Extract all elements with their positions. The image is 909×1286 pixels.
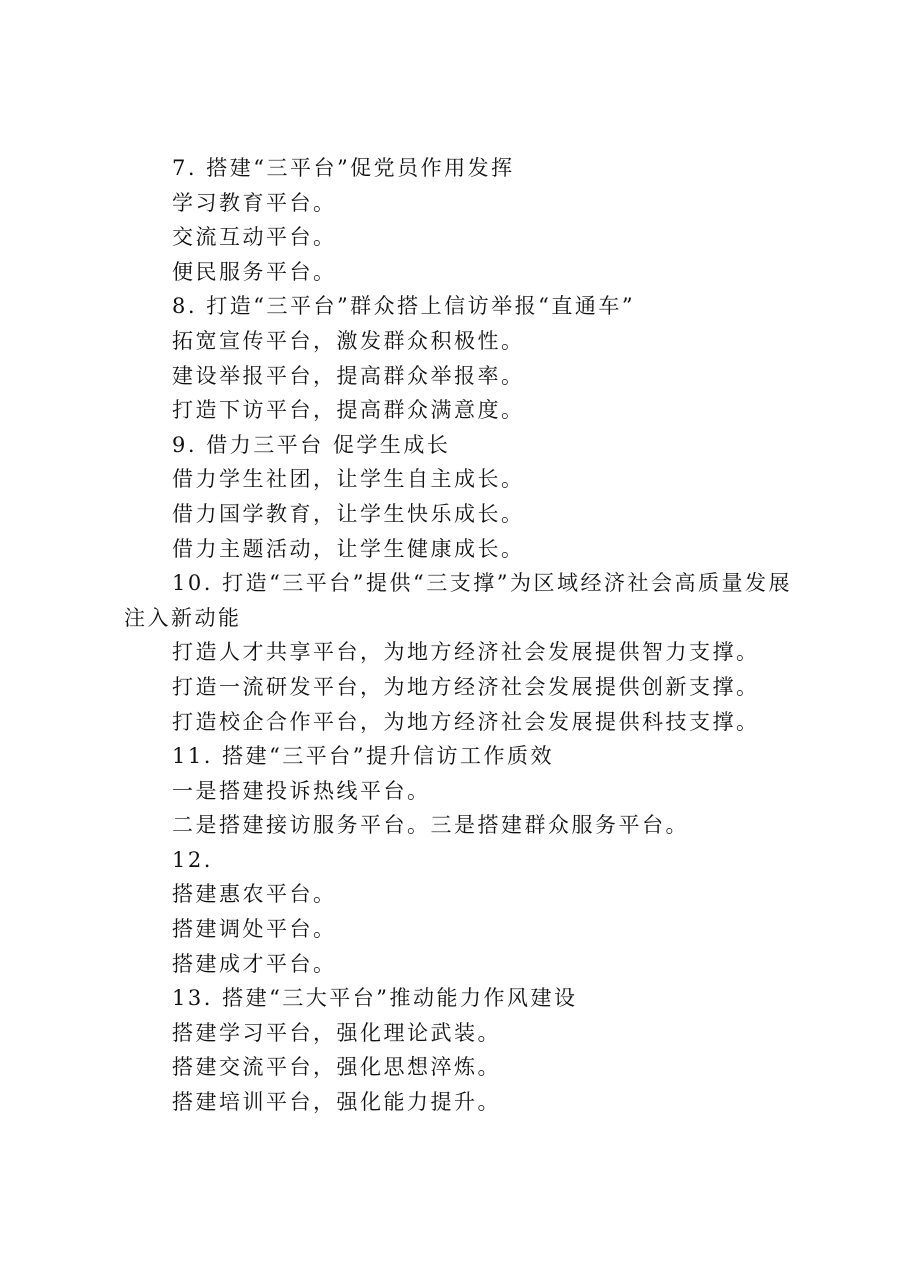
paragraph-line: 搭建交流平台，强化思想淬炼。 — [172, 1055, 501, 1080]
paragraph-line: 搭建调处平台。 — [172, 917, 337, 942]
paragraph-line: 搭建成才平台。 — [172, 951, 337, 976]
paragraph-line: 打造下访平台，提高群众满意度。 — [172, 398, 525, 423]
section-heading-9: 9. 借力三平台 促学生成长 — [172, 432, 451, 457]
paragraph-line: 搭建学习平台，强化理论武装。 — [172, 1020, 501, 1045]
paragraph-line: 建设举报平台，提高群众举报率。 — [172, 363, 525, 388]
paragraph-line: 打造一流研发平台，为地方经济社会发展提供创新支撑。 — [172, 674, 760, 699]
section-heading-10: 10. 打造“三平台”提供“三支撑”为区域经济社会高质量发展注入新动能 — [124, 571, 793, 630]
paragraph-line: 拓宽宣传平台，激发群众积极性。 — [172, 328, 525, 353]
paragraph-line: 打造人才共享平台，为地方经济社会发展提供智力支撑。 — [172, 640, 760, 665]
paragraph-line: 打造校企合作平台，为地方经济社会发展提供科技支撑。 — [172, 709, 760, 734]
section-heading-7: 7. 搭建“三平台”促党员作用发挥 — [172, 156, 515, 180]
paragraph-line: 二是搭建接访服务平台。三是搭建群众服务平台。 — [172, 813, 689, 838]
paragraph-line: 交流互动平台。 — [172, 225, 337, 250]
section-heading-12: 12. — [172, 847, 213, 872]
section-heading-13: 13. 搭建“三大平台”推动能力作风建设 — [172, 986, 578, 1011]
paragraph-line: 搭建惠农平台。 — [172, 882, 337, 907]
section-heading-8: 8. 打造“三平台”群众搭上信访举报“直通车” — [172, 294, 636, 319]
paragraph-line: 学习教育平台。 — [172, 190, 337, 215]
paragraph-line: 一是搭建投诉热线平台。 — [172, 778, 431, 803]
paragraph-line: 搭建培训平台，强化能力提升。 — [172, 1090, 501, 1115]
document-body — [124, 151, 800, 1120]
paragraph-line: 借力主题活动，让学生健康成长。 — [172, 536, 525, 561]
paragraph-line: 借力国学教育，让学生快乐成长。 — [172, 501, 525, 526]
paragraph-line: 便民服务平台。 — [172, 259, 337, 284]
section-heading-11: 11. 搭建“三平台”提升信访工作质效 — [172, 744, 555, 769]
paragraph-line: 借力学生社团，让学生自主成长。 — [172, 467, 525, 492]
